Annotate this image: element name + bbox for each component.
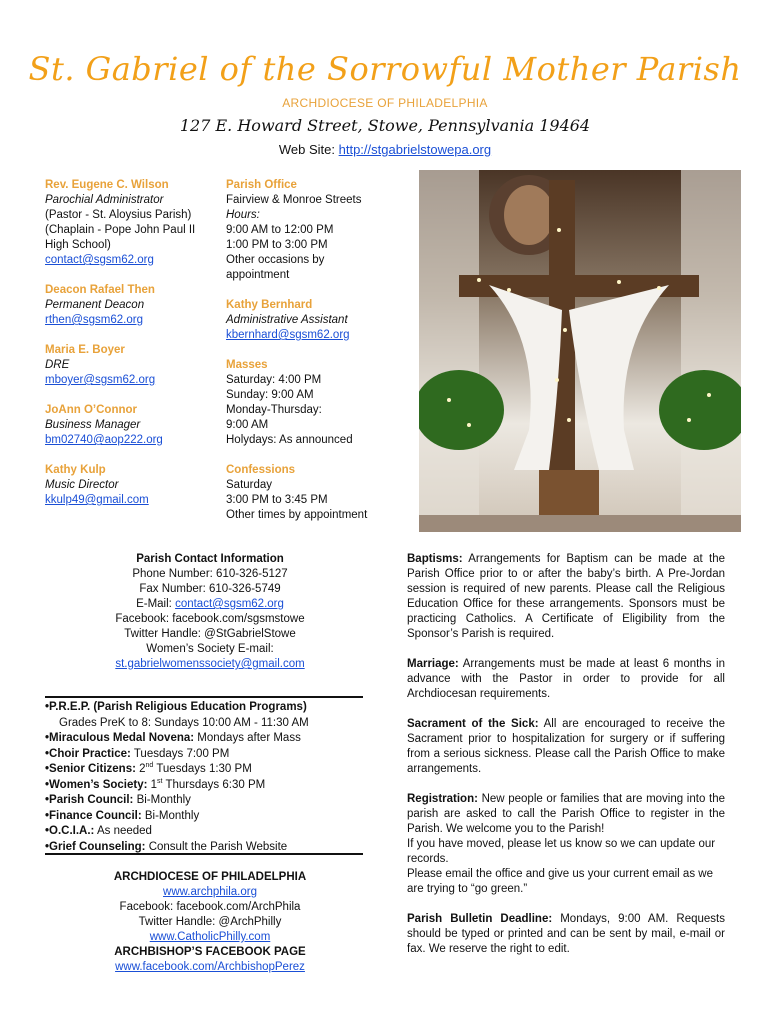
arch-heading: ARCHDIOCESE OF PHILADELPHIA <box>113 871 307 883</box>
archdiocese-subtitle: ARCHDIOCESE OF PHILADELPHIA <box>282 96 488 110</box>
program-item: •Miraculous Medal Novena: Mondays after Mass <box>45 732 301 744</box>
cross-photo <box>419 170 741 532</box>
marriage-paragraph: Marriage: Arrangements must be made at least 6 months in advance with the Pastor in order to provide for all Archdiocesan requirements. <box>407 658 725 700</box>
program-item: •Finance Council: Bi-Monthly <box>45 809 200 822</box>
baptisms-paragraph: Baptisms: Arrangements for Baptism can be made at the Parish Office prior to or after the baby’s birth. A Pre-Jordan session is required of new parents. Please call the Religious Education Office for these arrangements. Sponsors must be practicing Catholics. A Certificate of Eligibility from the Sponsor’s Parish is required. <box>407 553 725 640</box>
office-location: Fairview & Monroe Streets <box>226 194 362 206</box>
staff-note: (Pastor - St. Aloysius Parish) <box>45 209 192 221</box>
staff-role: Parochial Administrator <box>45 194 164 206</box>
contact-block <box>60 552 360 672</box>
staff-column <box>45 178 225 508</box>
office-column <box>226 178 416 523</box>
sick-paragraph: Sacrament of the Sick: All are encouraged to receive the Sacrament prior to hospitalization for surgery or if suffering from a serious sickness. Please call the Parish Office to make arrangements. <box>407 718 725 775</box>
staff-role: Music Director <box>45 479 119 491</box>
parish-address: 127 E. Howard Street, Stowe, Pennsylvania 19464 <box>179 116 591 135</box>
programs-list <box>45 700 365 855</box>
office-hours-line: 9:00 AM to 12:00 PM <box>226 224 334 236</box>
program-item: •Grief Counseling: Consult the Parish Website <box>45 840 288 853</box>
assistant-role: Administrative Assistant <box>226 314 348 326</box>
confession-time: Saturday <box>226 479 273 491</box>
divider <box>45 696 363 698</box>
staff-email[interactable]: rthen@sgsm62.org <box>45 314 143 326</box>
website-line <box>0 142 770 157</box>
program-item: •Senior Citizens: 2nd Tuesdays 1:30 PM <box>45 762 252 775</box>
parish-title: St. Gabriel of the Sorrowful Mother Parish <box>28 50 742 88</box>
registration-paragraph: Registration: New people or families that are moving into the parish are asked to call the Parish Office to register in the Parish. We welcome you to the Parish! <box>407 793 725 835</box>
assistant-email[interactable]: kbernhard@sgsm62.org <box>226 329 350 341</box>
staff-role: DRE <box>45 359 70 371</box>
staff-note: (Chaplain - Pope John Paul II <box>45 224 196 236</box>
contact-email[interactable]: contact@sgsm62.org <box>175 598 284 610</box>
archbishop-fb-url[interactable]: www.facebook.com/ArchbishopPerez <box>115 961 305 973</box>
contact-email-line <box>60 597 360 612</box>
mass-time: Saturday: 4:00 PM <box>226 374 322 386</box>
website-link[interactable]: http://stgabrielstowepa.org <box>338 142 492 157</box>
office-heading: Parish Office <box>226 179 297 191</box>
womens-email-label: Women’s Society E-mail: <box>146 643 274 655</box>
cross-photo-illustration <box>419 170 741 532</box>
staff-email[interactable]: contact@sgsm62.org <box>45 254 154 266</box>
mass-time: 9:00 AM <box>226 419 269 431</box>
staff-name: Deacon Rafael Then <box>45 284 155 296</box>
website-label: Web Site: <box>278 142 335 157</box>
catholicphilly-url[interactable]: www.CatholicPhilly.com <box>149 931 271 943</box>
confession-time: 3:00 PM to 3:45 PM <box>226 494 328 506</box>
office-hours-line: appointment <box>226 269 290 281</box>
staff-email[interactable]: mboyer@sgsm62.org <box>45 374 156 386</box>
contact-twitter: Twitter Handle: @StGabrielStowe <box>124 628 296 640</box>
archdiocese-block <box>55 870 365 975</box>
masses-heading: Masses <box>226 359 268 371</box>
staff-name: Maria E. Boyer <box>45 344 125 356</box>
staff-note: High School) <box>45 239 111 251</box>
program-item: •Women’s Society: 1st Thursdays 6:30 PM <box>45 777 266 791</box>
contact-facebook: Facebook: facebook.com/sgsmstowe <box>115 613 305 625</box>
staff-role: Permanent Deacon <box>45 299 145 311</box>
registration-note: If you have moved, please let us know so we can update our records. <box>407 838 716 865</box>
registration-note: Please email the office and give us your current email as we are trying to “go green.” <box>407 868 713 895</box>
contact-fax: Fax Number: 610-326-5749 <box>139 583 281 595</box>
archbishop-fb-heading: ARCHBISHOP’S FACEBOOK PAGE <box>114 946 306 958</box>
program-item: •Parish Council: Bi-Monthly <box>45 794 191 806</box>
arch-twitter: Twitter Handle: @ArchPhilly <box>138 916 282 928</box>
womens-email[interactable]: st.gabrielwomenssociety@gmail.com <box>115 658 305 670</box>
confession-time: Other times by appointment <box>226 509 368 521</box>
contact-heading: Parish Contact Information <box>136 553 284 565</box>
contact-phone: Phone Number: 610-326-5127 <box>132 568 288 580</box>
mass-time: Monday-Thursday: <box>226 404 322 416</box>
prep-title: •P.R.E.P. (Parish Religious Education Programs) <box>45 701 307 713</box>
staff-email[interactable]: bm02740@aop222.org <box>45 434 163 446</box>
staff-name: Rev. Eugene C. Wilson <box>45 179 169 191</box>
staff-name: JoAnn O’Connor <box>45 404 137 416</box>
prep-detail: Grades PreK to 8: Sundays 10:00 AM - 11:30 AM <box>59 716 309 729</box>
arch-url[interactable]: www.archphila.org <box>163 886 257 898</box>
staff-email[interactable]: kkulp49@gmail.com <box>45 494 149 506</box>
arch-facebook: Facebook: facebook.com/ArchPhila <box>119 901 301 913</box>
bulletin-paragraph: Parish Bulletin Deadline: Mondays, 9:00 AM. Requests should be typed or printed and can be sent by mail, e-mail or fax. We reserve the right to edit. <box>407 913 725 955</box>
office-hours-label: Hours: <box>226 209 260 221</box>
confessions-heading: Confessions <box>226 464 296 476</box>
staff-role: Business Manager <box>45 419 141 431</box>
office-hours-line: 1:00 PM to 3:00 PM <box>226 239 328 251</box>
mass-time: Holydays: As announced <box>226 434 353 446</box>
program-item: •Choir Practice: Tuesdays 7:00 PM <box>45 747 230 760</box>
program-item: •O.C.I.A.: As needed <box>45 825 152 837</box>
contact-email-label: E-Mail: <box>136 598 176 610</box>
divider <box>45 853 363 855</box>
mass-time: Sunday: 9:00 AM <box>226 389 314 401</box>
office-hours-line: Other occasions by <box>226 254 325 266</box>
staff-name: Kathy Kulp <box>45 464 106 476</box>
info-column <box>407 552 725 957</box>
assistant-name: Kathy Bernhard <box>226 299 313 311</box>
